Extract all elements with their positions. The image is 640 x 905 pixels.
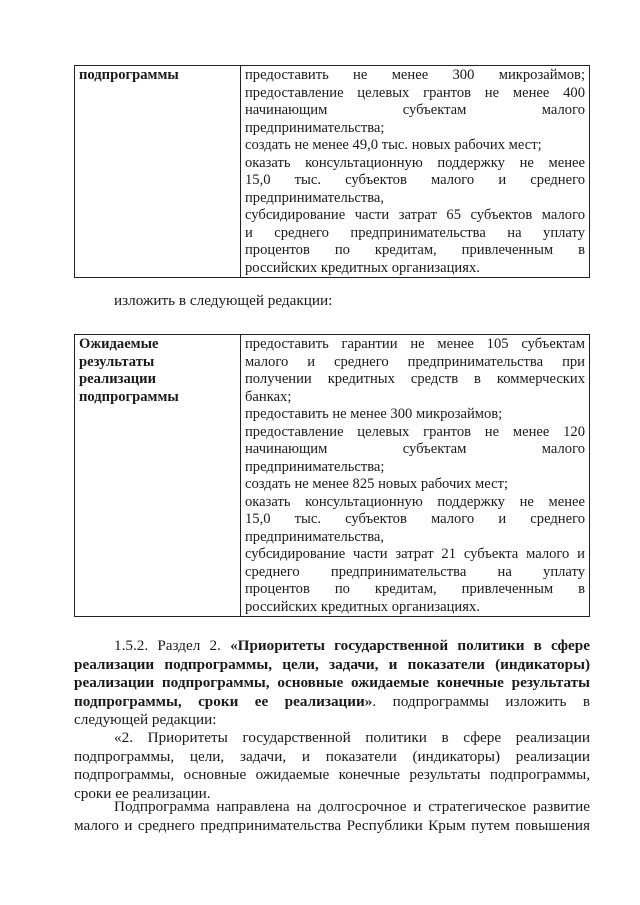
table-label-cell (75, 66, 241, 278)
cell-line: российских кредитных организациях. (245, 259, 480, 276)
table-label-cell (75, 335, 241, 617)
paragraph-line: подпрограммы, основные ожидаемые конечные результаты подпрограммы, (74, 766, 590, 784)
paragraph-line: подпрограммы, цели, задачи, и показатели (индикаторы) реализации (74, 747, 590, 765)
table-value-cell (241, 66, 590, 278)
cell-line: предпринимательства; (245, 458, 385, 475)
cell-line: субсидирование части затрат 65 субъектов малого (245, 207, 585, 223)
cell-line: предоставить гарантии не менее 105 субъектам (245, 336, 585, 352)
intro-text: изложить в следующей редакции: (114, 292, 333, 309)
paragraph-line: малого и среднего предпринимательства Республики Крым путем повышения (74, 816, 590, 834)
cell-line: создать не менее 825 новых рабочих мест; (245, 476, 509, 492)
table-row (75, 335, 590, 617)
section-title-bold: подпрограммы, сроки ее реализации» (74, 692, 373, 710)
cell-line: начинающим субъектам малого (245, 102, 585, 118)
table-label-line: подпрограммы (79, 388, 179, 405)
section-title-bold: реализации подпрограммы, цели, задачи, и показатели (индикаторы) (74, 655, 590, 673)
cell-line: банках; (245, 388, 292, 405)
paragraph-prefix: 1.5.2. Раздел 2. (114, 637, 231, 654)
cell-line: предоставить не менее 300 микрозаймов; (245, 406, 503, 422)
section-title-bold: реализации подпрограммы, основные ожидаемые конечные результаты (74, 674, 590, 692)
cell-line: предоставление целевых грантов не менее 120 (245, 423, 585, 440)
cell-line: предпринимательства, (245, 528, 385, 545)
table-label: подпрограммы (79, 67, 179, 83)
cell-line: малого и среднего предпринимательства при (245, 353, 585, 370)
cell-line: 15,0 тыс. субъектов малого и среднего (245, 172, 585, 188)
paragraph-new-section (74, 729, 590, 803)
cell-line: субсидирование части затрат 21 субъекта малого и (245, 546, 585, 562)
cell-line: процентов по кредитам, привлеченным в (245, 581, 585, 597)
cell-line: оказать консультационную поддержку не менее (245, 154, 585, 171)
cell-line: процентов по кредитам, привлеченным в (245, 242, 585, 258)
cell-line: российских кредитных организациях. (245, 598, 480, 615)
paragraph-line (74, 637, 590, 656)
paragraph-line: сроки ее реализации. (74, 784, 211, 802)
results-table-old (74, 65, 590, 278)
results-table-new (74, 334, 590, 617)
cell-line: среднего предпринимательства на уплату (245, 563, 585, 580)
table-label-line: результаты (79, 353, 155, 370)
cell-line: получении кредитных средств в коммерческих (245, 371, 585, 387)
table-value-cell (241, 335, 590, 617)
cell-line: предпринимательства; (245, 119, 385, 136)
paragraph-line: Подпрограмма направлена на долгосрочное и стратегическое развитие (114, 798, 590, 815)
paragraph-line: следующей редакции: (74, 711, 217, 729)
section-title-bold: «Приоритеты государственной политики в сфере (230, 637, 590, 654)
paragraph-line (74, 693, 590, 712)
paragraph-program-direction (74, 798, 590, 835)
table-label-line: Ожидаемые (79, 336, 159, 352)
table-row (75, 66, 590, 278)
cell-line: начинающим субъектам малого (245, 441, 585, 457)
cell-line: создать не менее 49,0 тыс. новых рабочих мест; (245, 137, 542, 153)
cell-line: 15,0 тыс. субъектов малого и среднего (245, 511, 585, 527)
cell-line: предоставление целевых грантов не менее 400 (245, 84, 585, 101)
cell-line: предоставить не менее 300 микрозаймов; (245, 67, 585, 83)
paragraph-section-amendment (74, 637, 590, 730)
cell-line: предпринимательства, (245, 189, 385, 206)
cell-line: оказать консультационную поддержку не менее (245, 493, 585, 510)
cell-line: и среднего предпринимательства на уплату (245, 224, 585, 241)
table-label-line: реализации (79, 371, 157, 387)
paragraph-line: «2. Приоритеты государственной политики в сфере реализации (114, 729, 590, 746)
paragraph-text: . подпрограммы изложить в (372, 692, 591, 710)
